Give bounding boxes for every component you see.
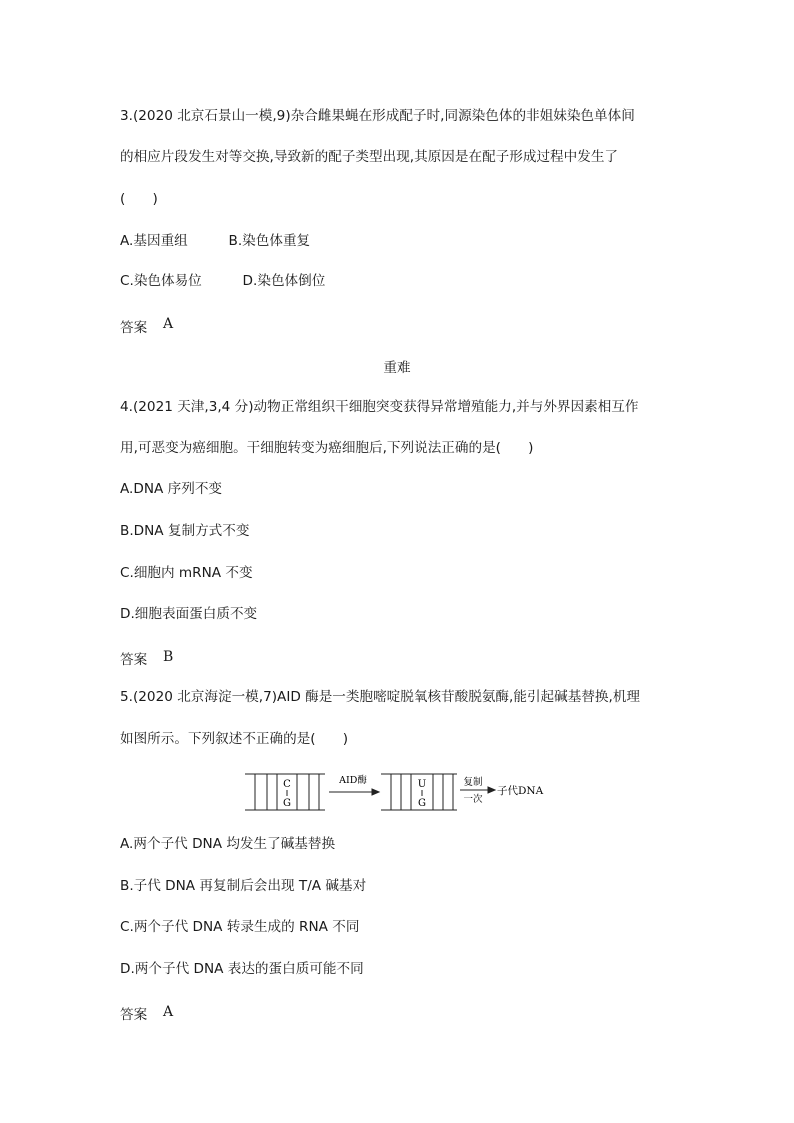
q4-option-a: A.DNA 序列不变 bbox=[120, 481, 223, 497]
q5-option-a: A.两个子代 DNA 均发生了碱基替换 bbox=[120, 836, 336, 852]
product-label: 子代DNA bbox=[497, 785, 544, 797]
q4-stem-line1: 4.(2021 天津,3,4 分)动物正常组织干细胞突变获得异常增殖能力,并与外界因素相互作 bbox=[120, 399, 639, 415]
replicate-label-bottom: 一次 bbox=[463, 794, 483, 805]
replicate-label-top: 复制 bbox=[463, 777, 483, 788]
base-g-bottom: G bbox=[283, 798, 291, 809]
base-u-top: U bbox=[417, 779, 427, 790]
q3-options-row2: C.染色体易位 D.染色体倒位 bbox=[120, 273, 326, 289]
q5-option-c: C.两个子代 DNA 转录生成的 RNA 不同 bbox=[120, 919, 360, 935]
q3-stem-line2: 的相应片段发生对等交换,导致新的配子类型出现,其原因是在配子形成过程中发生了 bbox=[120, 149, 619, 165]
q5-stem-line1: 5.(2020 北京海淀一模,7)AID 酶是一类胞嘧啶脱氧核苷酸脱氨酶,能引起碱基替换,机理 bbox=[120, 689, 641, 705]
base-c-top: C bbox=[283, 779, 291, 790]
q5-answer: A bbox=[163, 1004, 174, 1020]
q5-option-b: B.子代 DNA 再复制后会出现 T/A 碱基对 bbox=[120, 878, 367, 894]
base-g-bottom-2: G bbox=[418, 798, 426, 809]
q5-answer-label: 答案 bbox=[120, 1007, 148, 1023]
q4-stem-line2: 用,可恶变为癌细胞。干细胞转变为癌细胞后,下列说法正确的是( ) bbox=[120, 440, 534, 456]
q5-stem-line2: 如图所示。下列叙述不正确的是( ) bbox=[120, 731, 349, 747]
q4-option-c: C.细胞内 mRNA 不变 bbox=[120, 565, 253, 581]
q4-option-d: D.细胞表面蛋白质不变 bbox=[120, 606, 258, 622]
aid-arrow bbox=[329, 789, 379, 795]
q3-answer: A bbox=[163, 316, 174, 332]
section-title: 重难 bbox=[383, 360, 411, 376]
q3-stem-line3: ( ) bbox=[120, 191, 158, 207]
q3-stem-line1: 3.(2020 北京石景山一模,9)杂合雌果蝇在形成配子时,同源染色体的非姐妹染色单体间 bbox=[120, 108, 635, 124]
q5-option-d: D.两个子代 DNA 表达的蛋白质可能不同 bbox=[120, 961, 364, 977]
aid-mechanism-figure bbox=[243, 768, 563, 816]
q3-answer-label: 答案 bbox=[120, 320, 148, 336]
q4-answer-label: 答案 bbox=[120, 652, 148, 668]
q4-option-b: B.DNA 复制方式不变 bbox=[120, 523, 250, 539]
q4-answer: B bbox=[163, 649, 174, 665]
aid-enzyme-label: AID酶 bbox=[339, 775, 367, 786]
q3-options-row1: A.基因重组 B.染色体重复 bbox=[120, 233, 311, 249]
